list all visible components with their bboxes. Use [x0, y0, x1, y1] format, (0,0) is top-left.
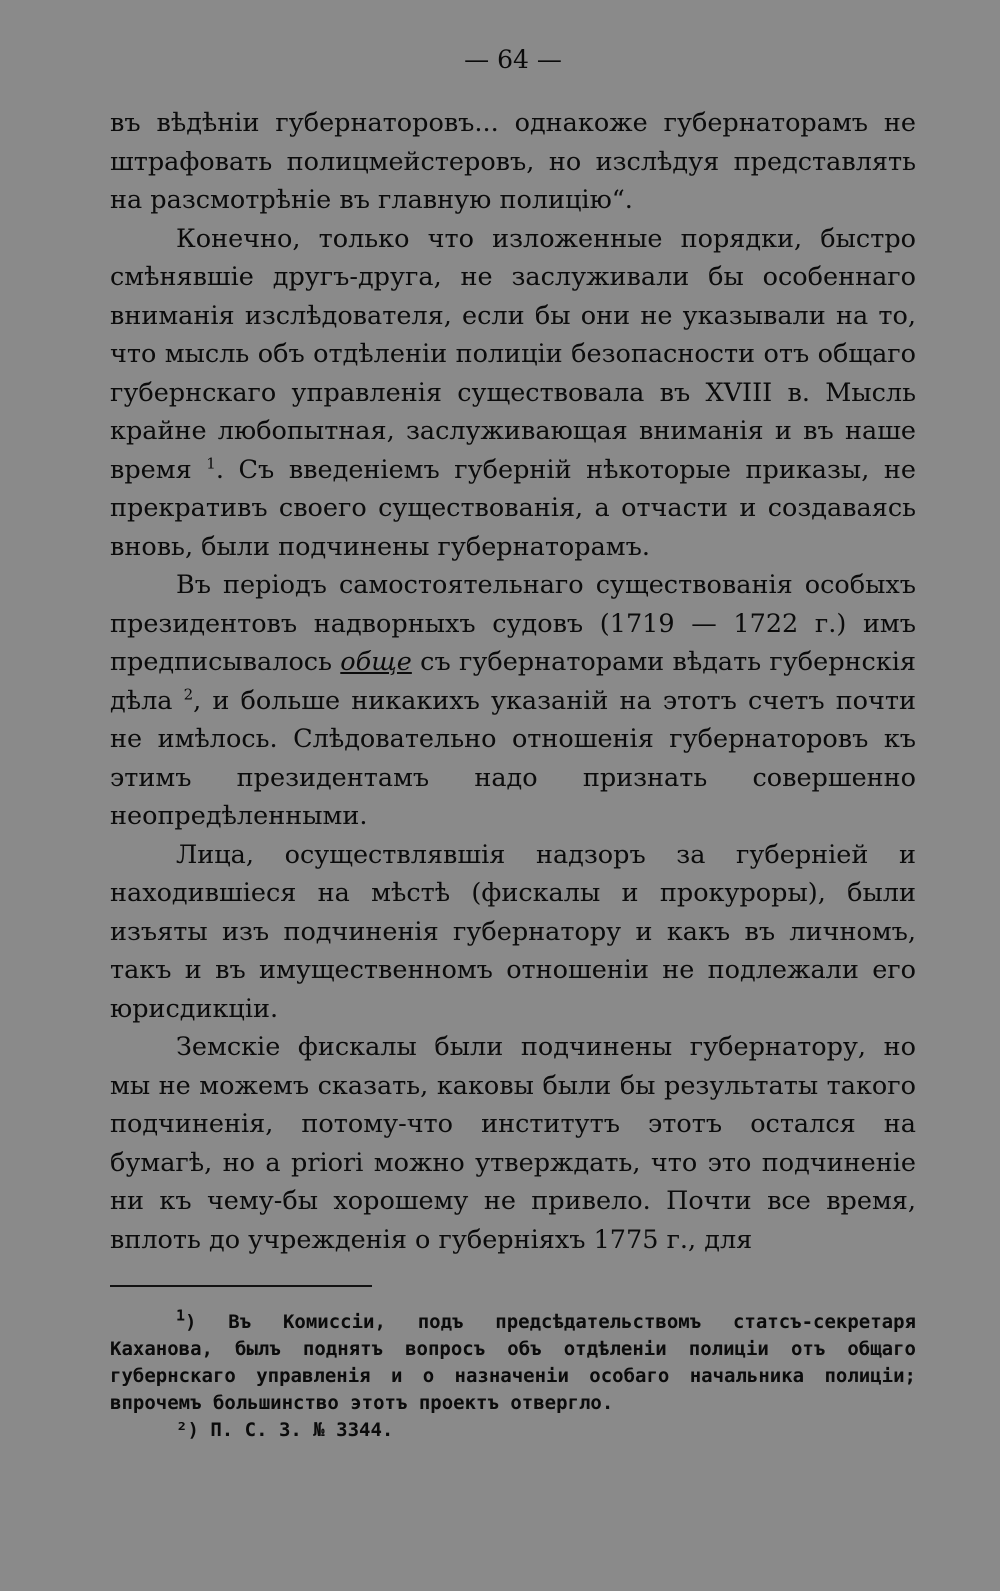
- paragraph-3-continuation: , и больше никакихъ указаній на этотъ счетъ почти не имѣлось. Слѣдовательно отношенія губернаторовъ къ этимъ президентамъ надо признать совершенно неопредѣленными.: [110, 685, 917, 831]
- paragraph-2-continuation: . Съ введеніемъ губерній нѣкоторые приказы, не прекративъ своего существованія, а отчасти и создаваясь вновь, были подчинены губернаторамъ.: [110, 454, 916, 562]
- document-page: [110, 38, 916, 1444]
- emphasized-word: обще: [340, 647, 412, 677]
- paragraph-3-text: Въ періодъ самостоятельнаго существованія особыхъ президентовъ надворныхъ судовъ (1719 — 1722 г.) имъ предписывалось: [110, 570, 916, 677]
- paragraph-3: [110, 566, 916, 836]
- paragraph-2: [110, 220, 916, 567]
- paragraph-2-text: Конечно, только что изложенные порядки, быстро смѣнявшіе другъ-друга, не заслуживали бы особеннаго вниманія изслѣдователя, если бы они не указывали на то, что мысль объ отдѣленіи полиціи безопасности отъ общаго губернскаго управленія существовала въ XVIII в. Мысль крайне любопытная, заслуживающая вниманія и въ наше время: [110, 223, 916, 485]
- footnote-2: ²) П. С. З. № 3344.: [176, 1419, 394, 1441]
- footnote-1-text: ) Въ Комиссіи, подъ предсѣдательствомъ статсъ-секретаря Каханова, былъ поднятъ вопросъ объ отдѣленіи полиціи отъ общаго губернскаго управленія и о назначеніи особаго начальника полиціи; впрочемъ большинство этотъ проектъ отвергло.: [110, 1311, 916, 1414]
- paragraph-1: въ вѣдѣніи губернаторовъ... однакоже губернаторамъ не штрафовать полицмейстеровъ, но изслѣдуя представлять на разсмотрѣніе въ главную полицію“.: [110, 108, 916, 215]
- body-text: [110, 104, 916, 1259]
- footnote-1-marker: 1: [176, 1306, 186, 1325]
- paragraph-5: Земскіе фискалы были подчинены губернатору, но мы не можемъ сказать, каковы были бы результаты такого подчиненія, потому-что институтъ этотъ остался на бумагѣ, но a priori можно утверждать, что это подчиненіе ни къ чему-бы хорошему не привело. Почти все время, вплоть до учрежденія о губерніяхъ 1775 г., для: [110, 1032, 916, 1255]
- footnote-ref-2[interactable]: 2: [183, 685, 194, 703]
- footnote-ref-1[interactable]: 1: [206, 454, 216, 472]
- page-number: — 64 —: [464, 45, 562, 74]
- footnote-1: [110, 1306, 916, 1417]
- footnotes: [110, 1306, 916, 1444]
- paragraph-3-middle: съ губернаторами вѣдать губернскія дѣла: [110, 647, 917, 716]
- paragraph-4: Лица, осуществлявшія надзоръ за губерніей и находившіеся на мѣстѣ (фискалы и прокуроры), были изъяты изъ подчиненія губернатору и какъ въ личномъ, такъ и въ имущественномъ отношеніи не подлежали его юрисдикціи.: [110, 839, 916, 1024]
- footnote-divider: [110, 1285, 372, 1287]
